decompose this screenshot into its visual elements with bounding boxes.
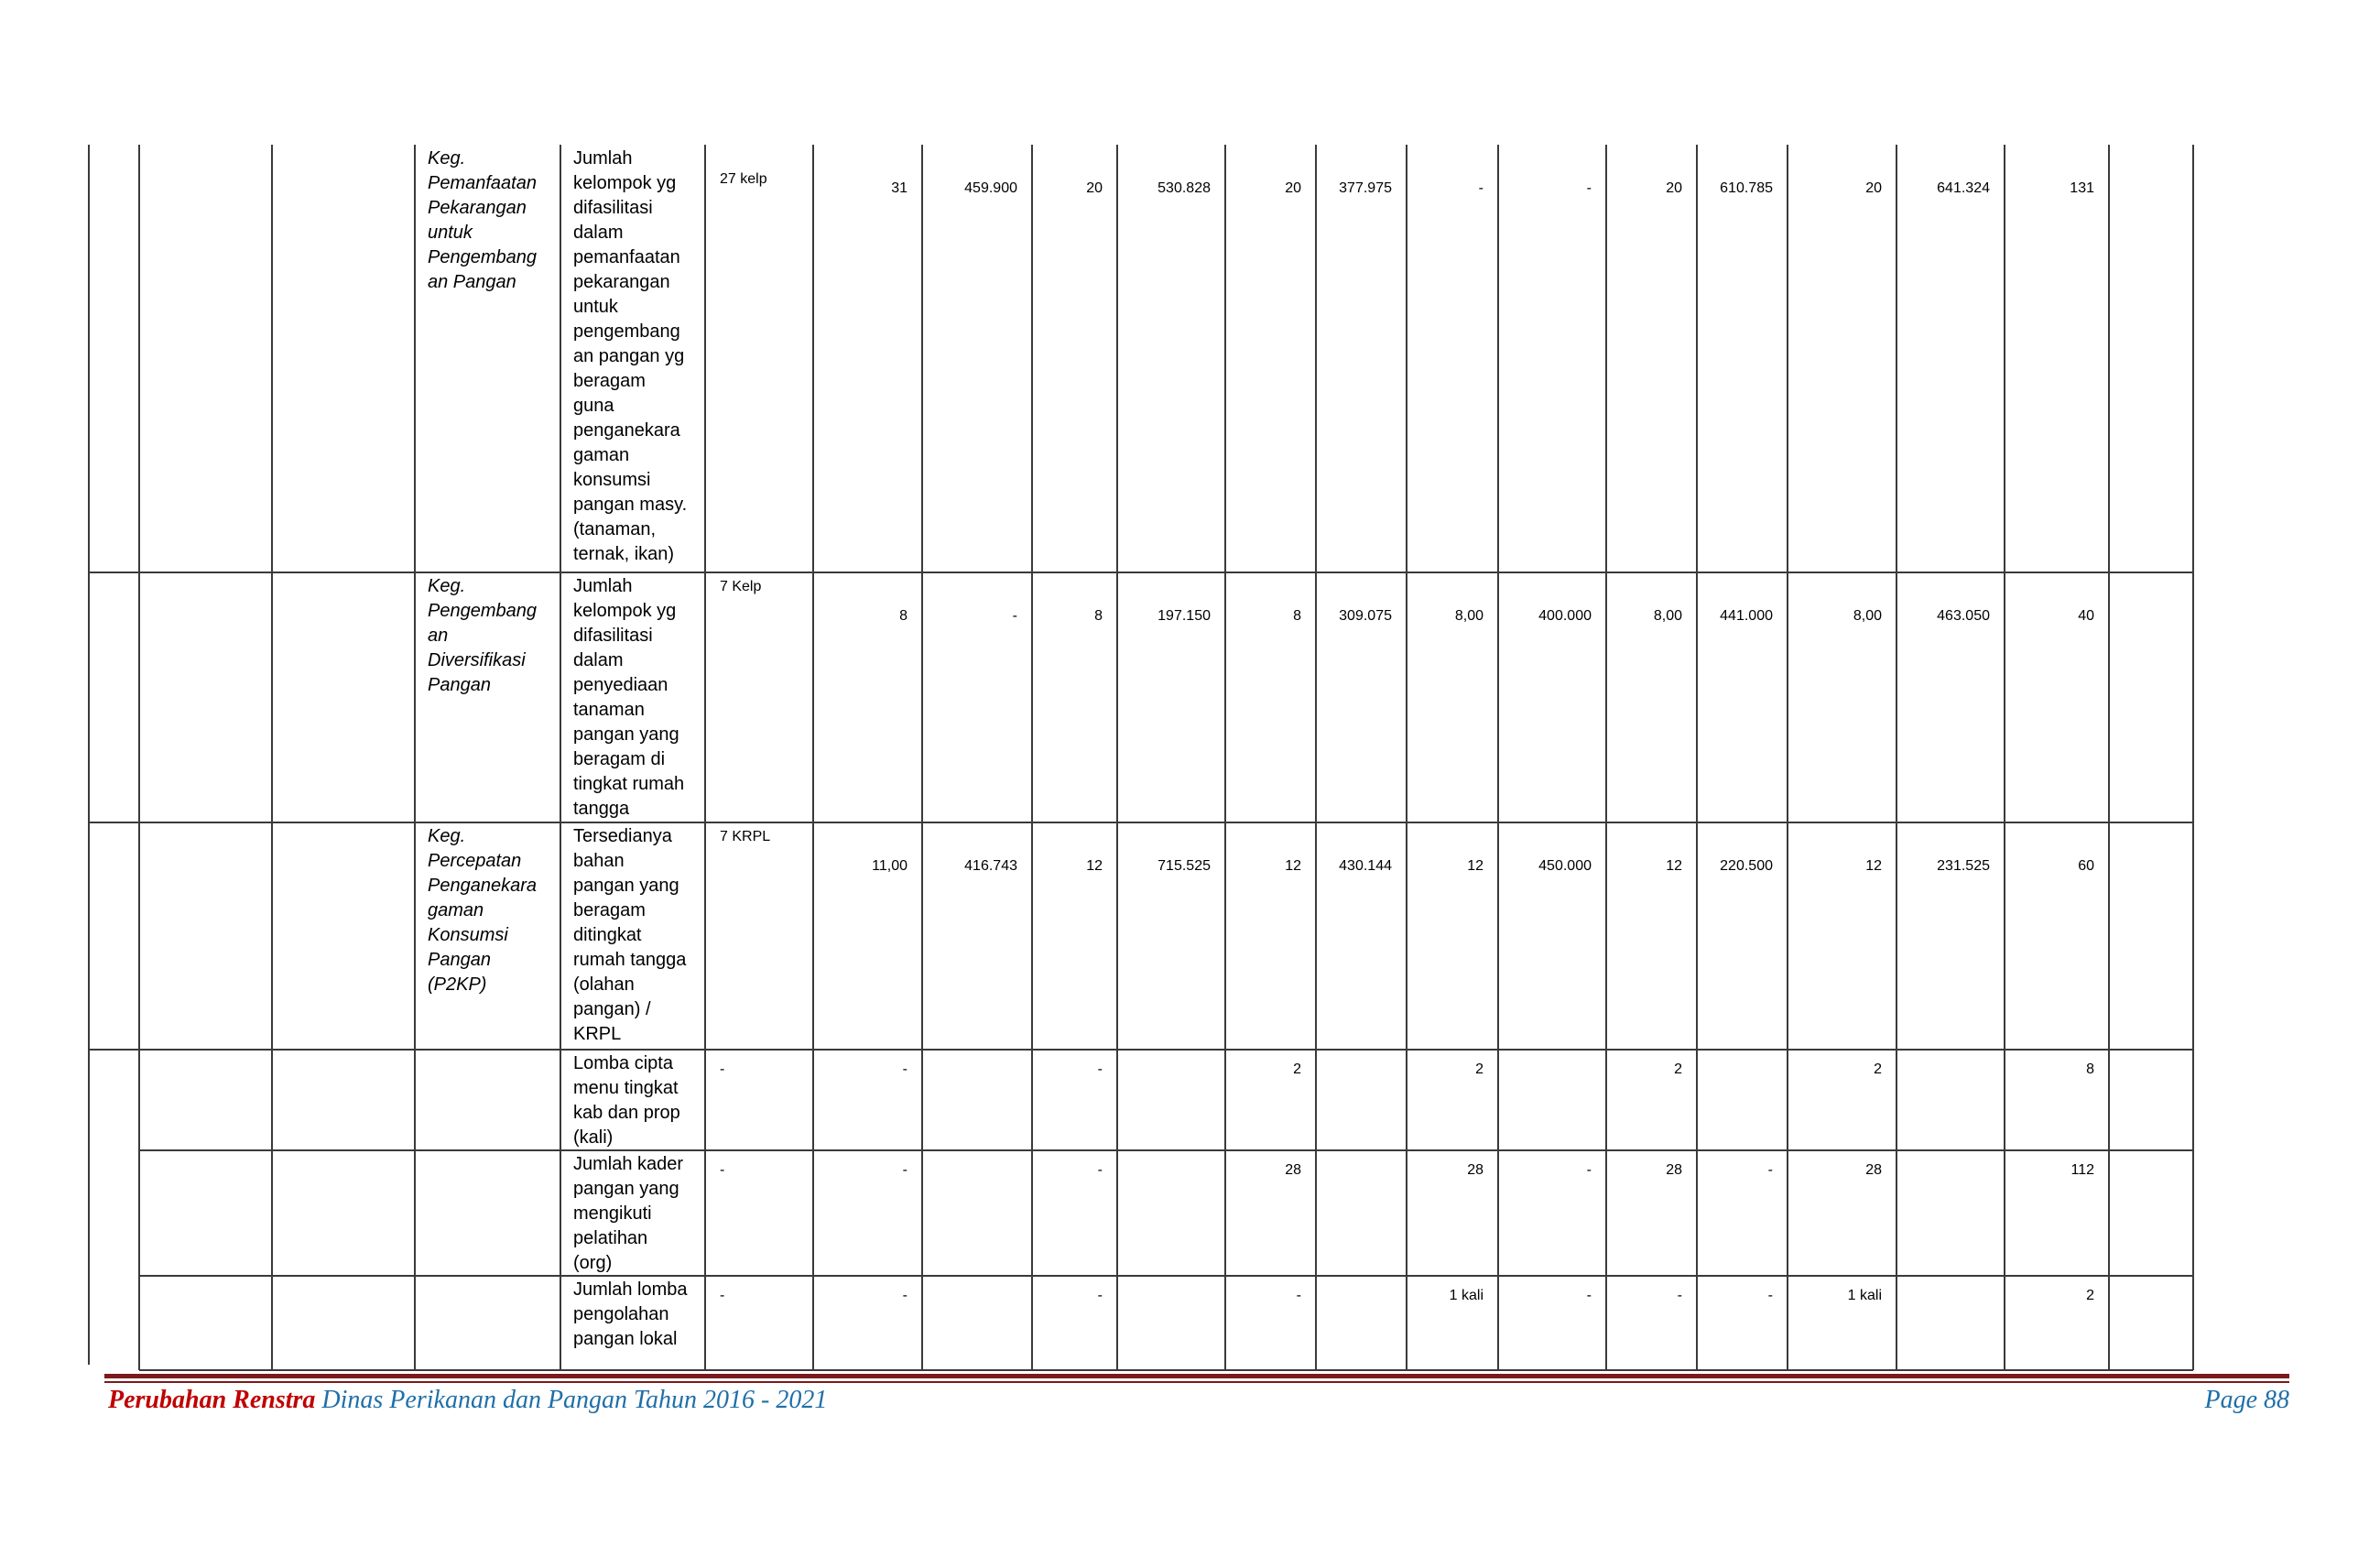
baseline-cell: 27 kelp bbox=[720, 171, 767, 187]
value-cell: - bbox=[1677, 1288, 1682, 1303]
value-cell: 131 bbox=[2070, 180, 2094, 196]
value-cell: 2 bbox=[1874, 1062, 1882, 1077]
table-column-divider bbox=[1315, 145, 1317, 1370]
value-cell: 641.324 bbox=[1937, 180, 1990, 196]
table-column-divider bbox=[1605, 145, 1607, 1370]
table-column-divider bbox=[1406, 145, 1407, 1370]
value-cell: 416.743 bbox=[964, 858, 1017, 874]
baseline-cell: 7 Kelp bbox=[720, 579, 762, 594]
kegiatan-cell: Keg. Percepatan Penganekara gaman Konsumsi Pangan (P2KP) bbox=[428, 826, 537, 995]
footer-rule-thin bbox=[104, 1381, 2289, 1383]
table-row-divider bbox=[89, 572, 2193, 573]
value-cell: 8 bbox=[899, 608, 907, 624]
value-cell: - bbox=[1097, 1062, 1103, 1077]
value-cell: 1 kali bbox=[1847, 1288, 1882, 1303]
value-cell: 2 bbox=[1475, 1062, 1483, 1077]
indikator-cell: Jumlah kelompok yg difasilitasi dalam pemanfaatan pekarangan untuk pengembang an pangan yg beragam guna penganekara gaman konsumsi pangan masy. (tanaman, ternak, ikan) bbox=[573, 148, 688, 564]
value-cell: 2 bbox=[1674, 1062, 1682, 1077]
table-row-divider bbox=[139, 1275, 2193, 1277]
table-column-divider bbox=[921, 145, 923, 1370]
table-border-right bbox=[2192, 145, 2194, 1370]
footer-rule-thick bbox=[104, 1374, 2289, 1378]
footer-page-number: Page 88 bbox=[2204, 1386, 2289, 1414]
value-cell: - bbox=[1478, 180, 1483, 196]
value-cell: - bbox=[1767, 1162, 1773, 1178]
value-cell: - bbox=[902, 1062, 907, 1077]
table-row-divider bbox=[139, 1369, 2193, 1371]
value-cell: 220.500 bbox=[1720, 858, 1773, 874]
value-cell: 20 bbox=[1666, 180, 1682, 196]
value-cell: 377.975 bbox=[1339, 180, 1392, 196]
value-cell: 112 bbox=[2070, 1162, 2094, 1178]
table-row-divider bbox=[89, 822, 2193, 823]
value-cell: - bbox=[1586, 1162, 1592, 1178]
value-cell: 12 bbox=[1467, 858, 1483, 874]
value-cell: 8 bbox=[2086, 1062, 2094, 1077]
value-cell: 12 bbox=[1086, 858, 1103, 874]
indikator-cell: Jumlah kelompok yg difasilitasi dalam penyediaan tanaman pangan yang beragam di tingkat rumah tangga bbox=[573, 576, 685, 819]
footer-title-rest: Dinas Perikanan dan Pangan Tahun 2016 - 2021 bbox=[315, 1386, 828, 1414]
table-column-divider bbox=[414, 145, 416, 1370]
value-cell: - bbox=[1296, 1288, 1301, 1303]
table-column-divider bbox=[1696, 145, 1698, 1370]
value-cell: 231.525 bbox=[1937, 858, 1990, 874]
table-row-divider bbox=[139, 1149, 2193, 1151]
table-column-divider bbox=[1116, 145, 1118, 1370]
value-cell: 459.900 bbox=[964, 180, 1017, 196]
value-cell: 28 bbox=[1865, 1162, 1882, 1178]
table-column-divider bbox=[1497, 145, 1499, 1370]
value-cell: - bbox=[902, 1288, 907, 1303]
baseline-cell: - bbox=[720, 1288, 725, 1303]
value-cell: - bbox=[902, 1162, 907, 1178]
value-cell: 11,00 bbox=[872, 858, 907, 874]
table-column-divider bbox=[138, 145, 140, 1370]
table-column-divider bbox=[812, 145, 814, 1370]
table-column-divider bbox=[2004, 145, 2005, 1370]
indikator-cell: Tersedianya bahan pangan yang beragam ditingkat rumah tangga (olahan pangan) / KRPL bbox=[573, 826, 687, 1044]
value-cell: 60 bbox=[2078, 858, 2094, 874]
value-cell: 610.785 bbox=[1720, 180, 1773, 196]
table-column-divider bbox=[271, 145, 273, 1370]
indikator-cell: Jumlah kader pangan yang mengikuti pelatihan (org) bbox=[573, 1154, 684, 1273]
value-cell: 715.525 bbox=[1157, 858, 1211, 874]
table-border-left bbox=[88, 145, 90, 1365]
value-cell: 430.144 bbox=[1339, 858, 1392, 874]
value-cell: 463.050 bbox=[1937, 608, 1990, 624]
value-cell: 12 bbox=[1666, 858, 1682, 874]
value-cell: 450.000 bbox=[1538, 858, 1592, 874]
value-cell: 197.150 bbox=[1157, 608, 1211, 624]
value-cell: 8,00 bbox=[1653, 608, 1682, 624]
value-cell: 12 bbox=[1285, 858, 1301, 874]
value-cell: 530.828 bbox=[1157, 180, 1211, 196]
value-cell: 2 bbox=[2086, 1288, 2094, 1303]
value-cell: 12 bbox=[1865, 858, 1882, 874]
value-cell: 8 bbox=[1094, 608, 1103, 624]
table-row-divider bbox=[89, 1049, 2193, 1051]
value-cell: 309.075 bbox=[1339, 608, 1392, 624]
value-cell: - bbox=[1097, 1288, 1103, 1303]
table-column-divider bbox=[560, 145, 561, 1370]
indikator-cell: Jumlah lomba pengolahan pangan lokal bbox=[573, 1279, 688, 1349]
table-column-divider bbox=[1896, 145, 1897, 1370]
baseline-cell: 7 KRPL bbox=[720, 829, 771, 844]
table-column-divider bbox=[1031, 145, 1033, 1370]
table-column-divider bbox=[1787, 145, 1788, 1370]
value-cell: 20 bbox=[1285, 180, 1301, 196]
value-cell: 1 kali bbox=[1449, 1288, 1483, 1303]
kegiatan-cell: Keg. Pengembang an Diversifikasi Pangan bbox=[428, 576, 537, 695]
value-cell: 8 bbox=[1293, 608, 1301, 624]
value-cell: 31 bbox=[891, 180, 907, 196]
footer-title bbox=[108, 1386, 827, 1415]
table-column-divider bbox=[1224, 145, 1226, 1370]
value-cell: 8,00 bbox=[1454, 608, 1483, 624]
value-cell: 8,00 bbox=[1853, 608, 1882, 624]
baseline-cell: - bbox=[720, 1062, 725, 1077]
value-cell: 20 bbox=[1086, 180, 1103, 196]
value-cell: - bbox=[1586, 1288, 1592, 1303]
baseline-cell: - bbox=[720, 1162, 725, 1178]
value-cell: 441.000 bbox=[1720, 608, 1773, 624]
value-cell: - bbox=[1586, 180, 1592, 196]
table-column-divider bbox=[2108, 145, 2110, 1370]
value-cell: 28 bbox=[1285, 1162, 1301, 1178]
value-cell: - bbox=[1012, 608, 1017, 624]
indikator-cell: Lomba cipta menu tingkat kab dan prop (kali) bbox=[573, 1053, 680, 1148]
kegiatan-cell: Keg. Pemanfaatan Pekarangan untuk Pengembang an Pangan bbox=[428, 148, 537, 292]
value-cell: 2 bbox=[1293, 1062, 1301, 1077]
value-cell: 20 bbox=[1865, 180, 1882, 196]
footer-title-bold: Perubahan Renstra bbox=[108, 1386, 316, 1414]
value-cell: 28 bbox=[1467, 1162, 1483, 1178]
value-cell: 28 bbox=[1666, 1162, 1682, 1178]
value-cell: - bbox=[1767, 1288, 1773, 1303]
value-cell: 400.000 bbox=[1538, 608, 1592, 624]
value-cell: 40 bbox=[2078, 608, 2094, 624]
value-cell: - bbox=[1097, 1162, 1103, 1178]
